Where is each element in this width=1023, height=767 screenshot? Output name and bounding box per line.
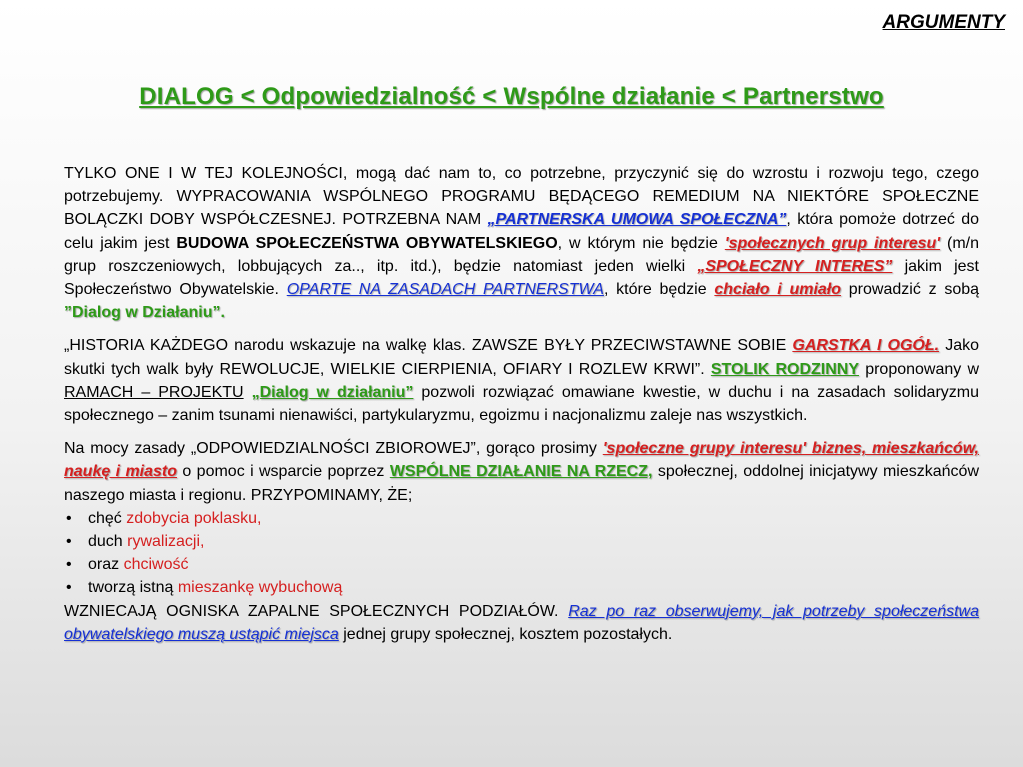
family-table-link[interactable]: STOLIK RODZINNY [710,360,859,378]
paragraph-2: „HISTORIA KAŻDEGO narodu wskazuje na walkę klas. ZAWSZE BYŁY PRZECIWSTAWNE SOBIE GARSTKA I OGÓŁ. Jako skutki tych walk były REWOLUCJE, WIELKIE CIERPIENIA, OFIARY I ROZLEW KRWI”. STOLIK RODZINNY proponowany w RAMACH – PROJEKTU „Dialog w działaniu” pozwoli rozwiązać omawiane kwestie, w duchu i na zasadach solidaryzmu społecznego – zanim tsunami nienawiści, partykularyzmu, egoizmu i nacjonalizmu zaleje nas wszystkich. [64,337,980,425]
list-item: • oraz chciwość [64,553,979,576]
section-badge: ARGUMENTY [882,12,1005,33]
project-framework-text: RAMACH – PROJEKTU [64,383,244,401]
paragraph-1: TYLKO ONE I W TEJ KOLEJNOŚCI, mogą dać nam to, co potrzebne, przyczynić się do wzrostu i rozwoju tego, czego potrzebujemy. WYPRACOWANIA WSPÓLNEGO PROGRAMU BĘDĄCEGO REMEDIUM NA NIEKTÓRE SPOŁECZNE BOLĄCZKI DOBY WSPÓŁCZESNEJ. POTRZEBNA NAM „PARTNERSKA UMOWA SPOŁECZNA”, która pomoże dotrzeć do celu jakim jest BUDOWA SPOŁECZEŃSTWA OBYWATELSKIEGO, w którym nie będzie 'społecznych grup interesu' (m/n grup roszczeniowych, lobbujących za.., itp. itd.), będzie natomiast jeden wielki „SPOŁECZNY INTERES” jakim jest Społeczeństwo Obywatelskie. OPARTE NA ZASADACH PARTNERSTWA, które będzie chciało i umiało prowadzić z sobą ”Dialog w Działaniu”. [64,165,980,322]
handful-and-all-text: GARSTKA I OGÓŁ. [792,337,940,355]
dialog-in-action-text: ”Dialog w Działaniu”. [64,304,225,322]
partnership-agreement-link[interactable]: „PARTNERSKA UMOWA SPOŁECZNA” [487,211,787,229]
wanted-and-able-text: chciało i umiało [714,281,842,299]
partnership-principles-link[interactable]: OPARTE NA ZASADACH PARTNERSTWA [286,281,604,299]
joint-action-link[interactable]: WSPÓLNE DZIAŁANIE NA RZECZ, [389,463,653,481]
bullet-list [64,507,979,600]
interest-groups-text: 'społecznych grup interesu' [724,234,941,252]
civil-society-needs-link[interactable]: Raz po raz obserwujemy, jak potrzeby społeczeństwa obywatelskiego muszą ustąpić miejsca [64,602,980,643]
page-title: DIALOG < Odpowiedzialność < Wspólne działanie < Partnerstwo [139,83,884,110]
bullet-icon: • [66,509,72,527]
list-item: • tworzą istną mieszankę wybuchową [64,576,979,599]
dialog-in-action-link[interactable]: „Dialog w działaniu” [251,383,414,401]
list-item: • duch rywalizacji, [64,530,979,553]
list-item: • chęć zdobycia poklasku, [64,507,979,530]
civil-society-text: BUDOWA SPOŁECZEŃSTWA OBYWATELSKIEGO [176,234,558,252]
bullet-icon: • [66,579,72,597]
paragraph-3: Na mocy zasady „ODPOWIEDZIALNOŚCI ZBIOROWEJ”, gorąco prosimy 'społeczne grupy interesu' biznes, mieszkańców, naukę i miasto o pomoc i wsparcie poprzez WSPÓLNE DZIAŁANIE NA RZECZ, społecznej, oddolnej inicjatywy mieszkańców naszego miasta i regionu. PRZYPOMINAMY, ŻE; [64,440,980,504]
bullet-icon: • [66,533,72,551]
stakeholders-text: 'społeczne grupy interesu' biznes, mieszkańców, naukę i miasto [64,440,980,481]
main-text [64,162,979,646]
social-interest-text: „SPOŁECZNY INTERES” [697,257,893,275]
bullet-icon: • [66,556,72,574]
paragraph-4: WZNIECAJĄ OGNISKA ZAPALNE SPOŁECZNYCH PODZIAŁÓW. Raz po raz obserwujemy, jak potrzeby społeczeństwa obywatelskiego muszą ustąpić miejsca jednej grupy społecznej, kosztem pozostałych. [64,602,980,643]
